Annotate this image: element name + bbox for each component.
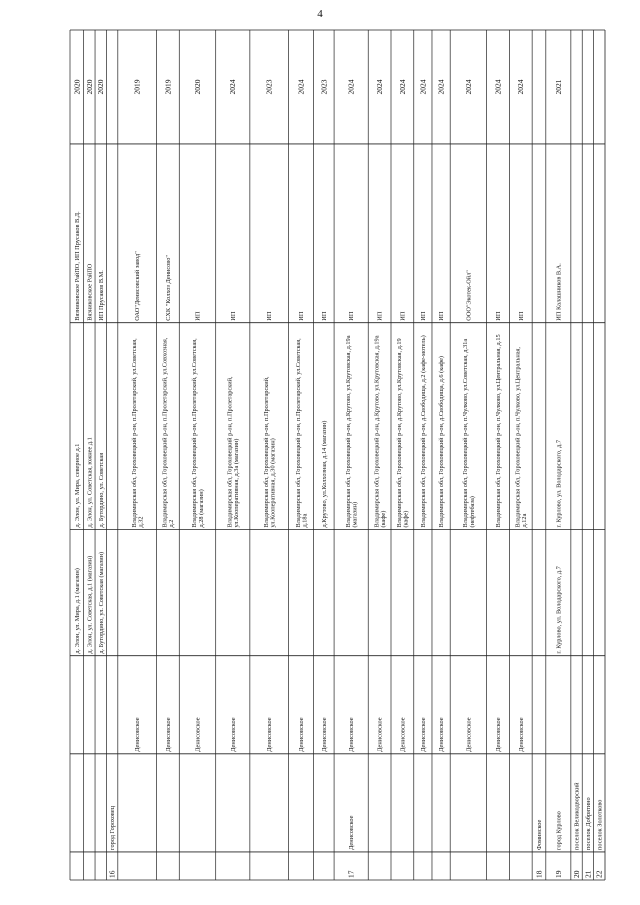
cell-address: д. Бутордино, ул. Советская (магазин)	[97, 551, 105, 654]
cell-district: Денисовское	[266, 717, 274, 752]
cell-owner: ИП	[438, 311, 446, 321]
cell-no: 18	[534, 870, 544, 878]
cell-year: 2019	[132, 79, 142, 95]
cell-settlement: Денисовское	[348, 815, 356, 850]
cell-object: д. Элон, ул. Советская, южнее д.1	[86, 437, 94, 528]
cell-district: Денисовское	[438, 717, 446, 752]
cell-year: 2020	[72, 79, 82, 95]
cell-year: 2024	[397, 79, 407, 95]
cell-owner: ИП	[376, 311, 384, 321]
cell-district: Денисовское	[419, 717, 427, 752]
cell-no: 20	[571, 870, 581, 878]
cell-year: 2020	[96, 79, 106, 95]
cell-year: 2024	[375, 79, 385, 95]
cell-object: Владимирская обл, Гороховецкий р-он, п.Чулково, ул.Советская, д.31а(нефтебаза)	[462, 338, 476, 528]
cell-district: Денисовское	[320, 717, 328, 752]
cell-object: Владимирская обл, Гороховецкий р-он, д.Свободища, д.6 (кафе)	[438, 356, 446, 528]
cell-settlement: поселок Великодворский	[573, 782, 581, 850]
cell-year: 2024	[346, 79, 356, 95]
cell-owner: СХК "Колхоз Денисово"	[164, 255, 172, 321]
cell-object: Владимирская обл, Гороховецкий р-он, д.Свободища, д.2 (кафе-мотель)	[419, 335, 427, 528]
cell-year: 2024	[228, 79, 238, 95]
cell-owner: ИП Прусаков В.М.	[97, 270, 105, 321]
cell-year: 2024	[516, 79, 526, 95]
cell-no: 17	[346, 870, 356, 878]
cell-owner: ИП	[298, 311, 306, 321]
cell-owner: ИП	[320, 311, 328, 321]
cell-object: Владимирская обл, Гороховецкий р-он, п.Чулково, ул.Центральная, д.15	[495, 334, 503, 528]
cell-object: Владимирская обл, Гороховецкий р-он, д.Крутово, ул.Крутовская, д.19а(магазин)	[344, 335, 359, 528]
cell-year: 2023	[319, 79, 329, 95]
table-grid	[70, 30, 605, 880]
cell-object: Владимирская обл, Гороховецкий р-он, д.Крутово, ул.Крутовская, д.19а(кафе)	[373, 335, 387, 528]
cell-settlement: город Гороховец	[109, 805, 117, 850]
cell-year: 2021	[553, 79, 563, 95]
cell-no: 21	[583, 870, 593, 878]
cell-district: Денисовское	[495, 717, 503, 752]
cell-no: 22	[594, 870, 604, 878]
cell-settlement: поселок Золотково	[596, 799, 604, 850]
cell-object: Владимирская обл, Гороховецкий р-он, п.Пролетарский, ул.Советская,д.28 (магазин)	[191, 338, 205, 528]
cell-district: Денисовское	[298, 717, 306, 752]
cell-no: 16	[107, 870, 117, 878]
cell-owner: ИП Калашников В.А.	[555, 263, 563, 321]
cell-address: г. Курлово, ул. Володарского, д.7	[555, 566, 563, 654]
cell-owner: ИП	[517, 311, 525, 321]
cell-object: Владимирская обл, Гороховецкий р-он, п.Пролетарский, ул.Советская,д.32	[130, 338, 145, 528]
cell-year: 2024	[418, 79, 428, 95]
cell-district: Денисовское	[194, 717, 202, 752]
cell-object: г. Курлово, ул. Володарского, д.7	[555, 439, 563, 528]
cell-owner: Вязниковское РайПО	[86, 263, 94, 321]
cell-district: Денисовское	[399, 717, 407, 752]
cell-year: 2023	[264, 79, 274, 95]
cell-owner: ИП	[419, 311, 427, 321]
cell-year: 2024	[463, 79, 473, 95]
cell-object: д. Бутордино, ул. Советская	[97, 452, 105, 528]
cell-object: д. Элон, ул. Мира, северное д.1	[73, 443, 81, 528]
cell-year: 2019	[163, 79, 173, 95]
cell-year: 2020	[192, 79, 202, 95]
cell-object: Владимирская обл, Гороховецкий р-он, п.Пролетарский, ул.Советская,д.18а	[294, 338, 309, 528]
cell-settlement: Фоминское	[536, 819, 544, 850]
cell-year: 2024	[296, 79, 306, 95]
cell-owner: ИП	[266, 311, 274, 321]
cell-object: Владимирская обл, Гороховецкий р-он, д.Крутово, ул.Крутовская, д.19(кафе)	[396, 338, 410, 528]
cell-district: Денисовское	[134, 717, 142, 752]
cell-object: Владимирская обл, Гороховецкий р-он, п.Пролетарский,ул.Кооперативная, д.3а (магазин)	[226, 376, 241, 528]
cell-owner: ОАО"Денисовский завод"	[134, 251, 142, 321]
cell-year: 2020	[84, 79, 94, 95]
cell-owner: ИП	[399, 311, 407, 321]
cell-owner: ИП	[229, 311, 237, 321]
cell-year: 2024	[493, 79, 503, 95]
cell-district: Денисовское	[376, 717, 384, 752]
cell-owner: ИП	[348, 311, 356, 321]
cell-district: Денисовское	[465, 717, 473, 752]
cell-district: Денисовское	[517, 717, 525, 752]
cell-district: Денисовское	[348, 717, 356, 752]
cell-address: д. Элон, ул. Мира, д.1 (магазин)	[73, 568, 81, 654]
cell-district: Денисовское	[229, 717, 237, 752]
cell-object: Владимирская обл, Гороховецкий р-он, п.Пролетарский,ул.Кооперативная, д.30 (магазин)	[262, 376, 277, 528]
cell-owner: ИП	[194, 311, 202, 321]
cell-settlement: поселок Добрятино	[584, 797, 592, 850]
cell-object: д.Крутово, ул.Колхозная, д.14 (магазин)	[320, 420, 328, 528]
cell-owner: ООО"Экотек-Ойл"	[465, 270, 473, 321]
page-number: 4	[317, 8, 323, 20]
cell-year: 2024	[436, 79, 446, 95]
cell-settlement: город Курлово	[555, 811, 563, 850]
cell-district: Денисовское	[164, 717, 172, 752]
cell-owner: Вязниковское РайПО, ИП Прусаков В.Д.	[73, 211, 81, 321]
cell-object: Владимирская обл, Гороховецкий р-он, п.Чулково, ул.Центральная,д.12а	[514, 347, 529, 528]
cell-owner: ИП	[495, 311, 503, 321]
cell-address: д. Элон, ул. Советская, д.1 (магазин)	[86, 555, 94, 654]
cell-object: Владимирская обл, Гороховецкий р-он, п.Пролетарский, ул.Совхозная,д.2	[161, 337, 176, 528]
cell-no: 19	[553, 870, 563, 878]
